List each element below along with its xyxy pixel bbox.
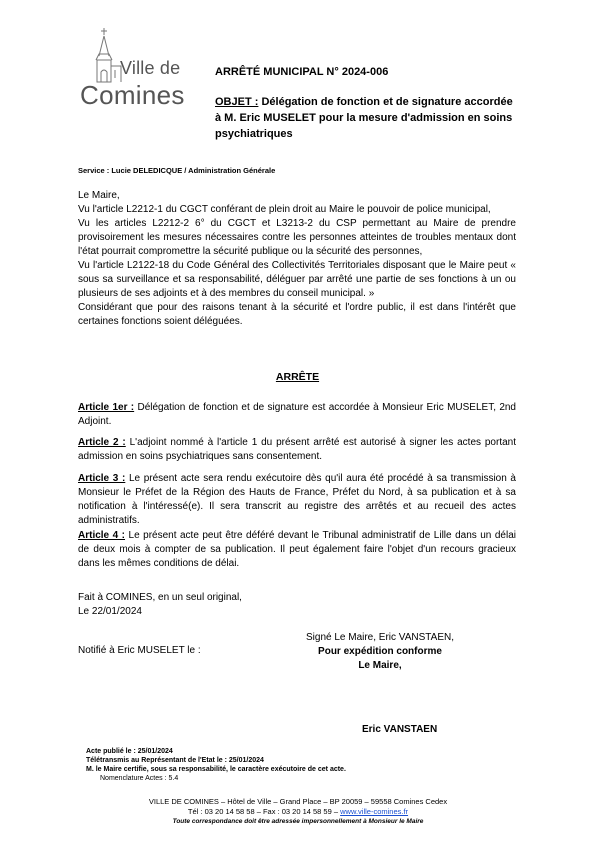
logo-comines-text: Comines [80, 80, 185, 110]
document-title: ARRÊTÉ MUNICIPAL N° 2024-006 [215, 66, 389, 78]
fait-block [78, 591, 516, 619]
preamble-vu-1: Vu l'article L2212-1 du CGCT conférant de plein droit au Maire le pouvoir de police municipal, [78, 204, 491, 215]
footer-address: VILLE DE COMINES – Hôtel de Ville – Grand Place – BP 20059 – 59558 Comines Cedex [148, 797, 448, 806]
article-2 [78, 436, 516, 464]
footer-contact [0, 807, 595, 817]
signature-name: Eric VANSTAEN [362, 724, 438, 735]
logo-ville-text: Ville de [120, 58, 181, 78]
footer-phone: Tél : 03 20 14 58 58 – Fax : 03 20 14 58 59 – [187, 807, 341, 816]
fait-date: Le 22/01/2024 [78, 606, 142, 617]
article-1-text: Délégation de fonction et de signature est accordée à Monsieur Eric MUSELET, 2nd Adjoint. [78, 402, 516, 427]
teletransmis-date: Télétransmis au Représentant de l'Etat le : 25/01/2024 [86, 757, 264, 764]
arrete-heading [0, 371, 595, 383]
signature-expedition: Pour expédition conforme [318, 646, 442, 657]
publication-block [86, 747, 346, 783]
preamble [78, 189, 516, 329]
nomenclature-text: Nomenclature Actes : 5.4 [100, 775, 179, 782]
footer [0, 797, 595, 827]
signature-le-maire: Le Maire, [358, 660, 402, 671]
certifie-text: M. le Maire certifie, sous sa responsabilité, le caractère exécutoire de cet acte. [86, 766, 346, 773]
footer-website-link[interactable]: www.ville-comines.fr [340, 807, 409, 816]
preamble-vu-2: Vu les articles L2212-2 6° du CGCT et L3213-2 du CSP permettant au Maire de prendre provisoirement les mesures nécessaires contre les personnes atteintes de troubles mentaux dont l'état pourrait compromettre la sécurité publique ou la sécurité des personnes, [78, 218, 516, 257]
objet-text: Délégation de fonction et de signature accordée à M. Eric MUSELET pour la mesure d'admission en soins psychiatriques [215, 96, 513, 140]
preamble-considerant: Considérant que pour des raisons tenant à la sécurité et l'ordre public, il est dans l'intérêt que certaines fonctions soient déléguées. [78, 302, 516, 327]
article-4-heading: Article 4 : [78, 530, 126, 541]
article-3-text: Le présent acte sera rendu exécutoire dès qu'il aura été procédé à sa transmission à Monsieur le Préfet de la Région des Hauts de France, Préfet du Nord, à sa publication et à sa notification à l'intéressé(e). Il sera transcrit au registre des arrêtés et au recueil des actes administratifs. [78, 473, 516, 526]
publication-date: Acte publié le : 25/01/2024 [86, 748, 173, 755]
preamble-vu-3: Vu l'article L2122-18 du Code Général des Collectivités Territoriales disposant que le Maire peut « sous sa surveillance et sa responsabilité, déléguer par arrêté une partie de ses fonctions à un ou plusieurs de ses adjoints et à des membres du conseil municipal. » [78, 260, 516, 299]
signature-signe: Signé Le Maire, Eric VANSTAEN, [305, 632, 454, 643]
service-line: Service : Lucie DELEDICQUE / Administration Générale [78, 166, 276, 175]
article-1 [78, 401, 516, 429]
article-2-text: L'adjoint nommé à l'article 1 du présent arrêté est autorisé à signer les actes portant admission en soins psychiatriques sans consentement. [78, 437, 516, 462]
objet-block [215, 94, 515, 142]
arrete-heading-text: ARRÊTE [275, 371, 320, 383]
preamble-le-maire: Le Maire, [78, 190, 120, 201]
article-3 [78, 472, 516, 528]
article-3-heading: Article 3 : [78, 473, 126, 484]
fait-line-1: Fait à COMINES, en un seul original, [78, 592, 242, 603]
city-logo [76, 26, 196, 108]
article-2-heading: Article 2 : [78, 437, 126, 448]
footer-note: Toute correspondance doit être adressée impersonnellement à Monsieur le Maire [172, 818, 424, 825]
notifie-line: Notifié à Eric MUSELET le : [78, 645, 201, 656]
article-4 [78, 529, 516, 571]
article-1-heading: Article 1er : [78, 402, 135, 413]
article-4-text: Le présent acte peut être déféré devant le Tribunal administratif de Lille dans un délai de deux mois à compter de sa publication. Il peut également faire l'objet d'un recours gracieux dans les mêmes conditions de délai. [78, 530, 516, 569]
objet-label: OBJET : [215, 96, 259, 108]
